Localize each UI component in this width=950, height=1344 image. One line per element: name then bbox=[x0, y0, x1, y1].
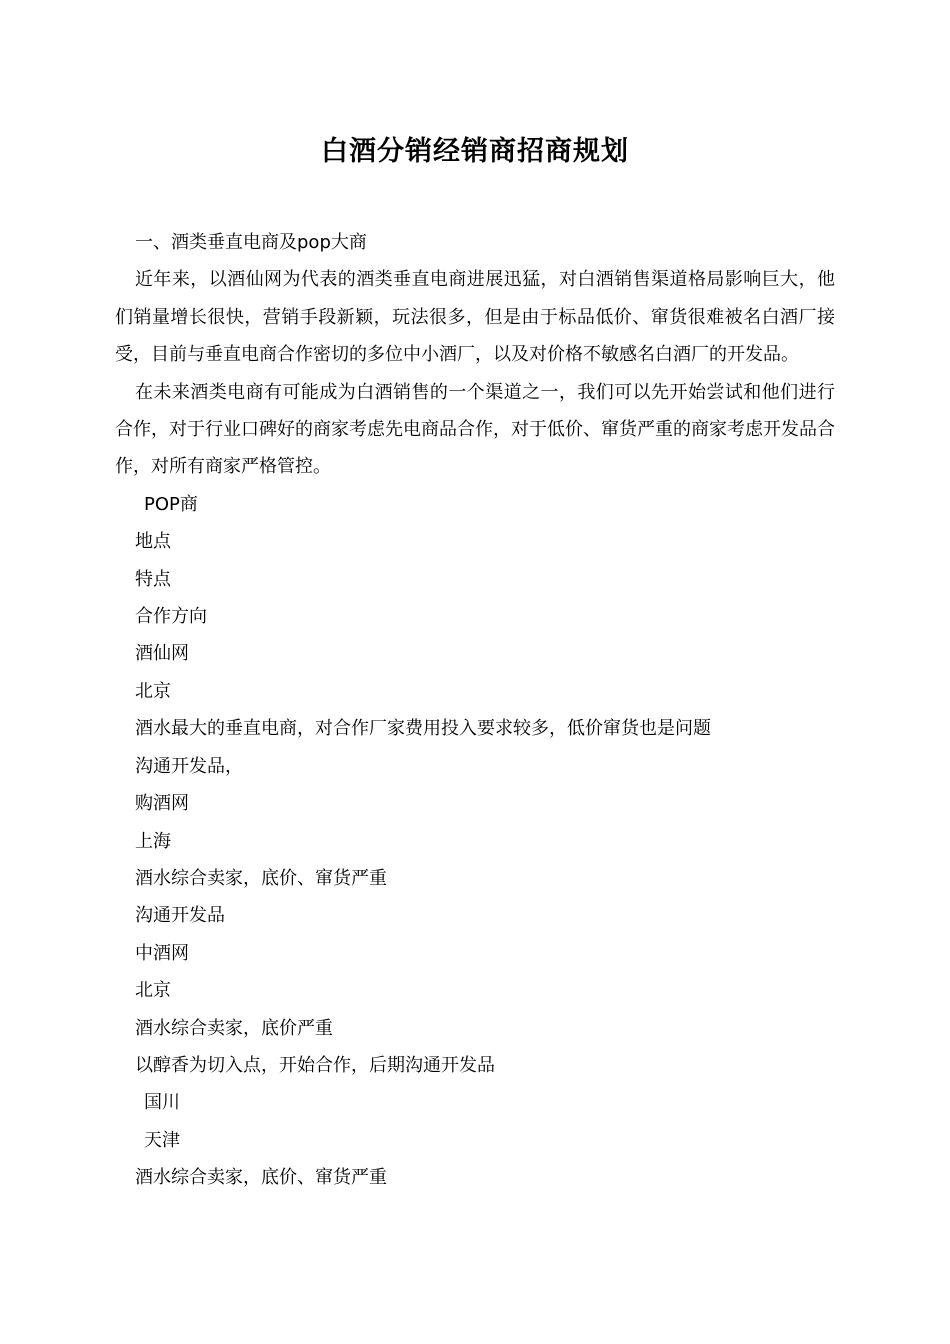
header-location: 地点 bbox=[135, 531, 171, 553]
row-name: 中酒网 bbox=[135, 942, 189, 964]
row-feature: 酒水综合卖家，底价、窜货严重 bbox=[135, 1167, 387, 1189]
document-title: 白酒分销经销商招商规划 bbox=[321, 136, 629, 167]
row-name: 酒仙网 bbox=[135, 643, 189, 665]
strategy-paragraph: 在未来酒类电商有可能成为白酒销售的一个渠道之一，我们可以先开始尝试和他们进行合作，对于行业口碑好的商家考虑先电商品合作，对于低价、窜货严重的商家考虑开发品合作，对所有商家严格管控。 bbox=[115, 381, 835, 478]
header-feature: 特点 bbox=[135, 568, 171, 590]
row-location: 天津 bbox=[144, 1129, 180, 1151]
row-name: 购酒网 bbox=[135, 793, 189, 815]
row-location: 北京 bbox=[135, 980, 171, 1002]
row-feature: 酒水最大的垂直电商，对合作厂家费用投入要求较多，低价窜货也是问题 bbox=[135, 718, 711, 740]
document-body bbox=[115, 224, 835, 1197]
section-heading: 一、酒类垂直电商及pop大商 bbox=[135, 232, 367, 253]
row-direction: 沟通开发品 bbox=[135, 905, 225, 927]
row-location: 上海 bbox=[135, 830, 171, 852]
header-direction: 合作方向 bbox=[135, 606, 207, 628]
row-name: 国川 bbox=[144, 1092, 180, 1114]
row-direction: 沟通开发品， bbox=[135, 755, 243, 777]
header-pop: POP商 bbox=[144, 493, 198, 515]
row-feature: 酒水综合卖家，底价严重 bbox=[135, 1017, 333, 1039]
row-feature: 酒水综合卖家，底价、窜货严重 bbox=[135, 867, 387, 889]
row-location: 北京 bbox=[135, 680, 171, 702]
row-direction: 以醇香为切入点，开始合作，后期沟通开发品 bbox=[135, 1054, 495, 1076]
intro-paragraph: 近年来，以酒仙网为代表的酒类垂直电商进展迅猛，对白酒销售渠道格局影响巨大，他们销量增长很快，营销手段新颖，玩法很多，但是由于标品低价、窜货很难被名白酒厂接受，目前与垂直电商合作密切的多位中小酒厂，以及对价格不敏感名白酒厂的开发品。 bbox=[115, 269, 835, 366]
